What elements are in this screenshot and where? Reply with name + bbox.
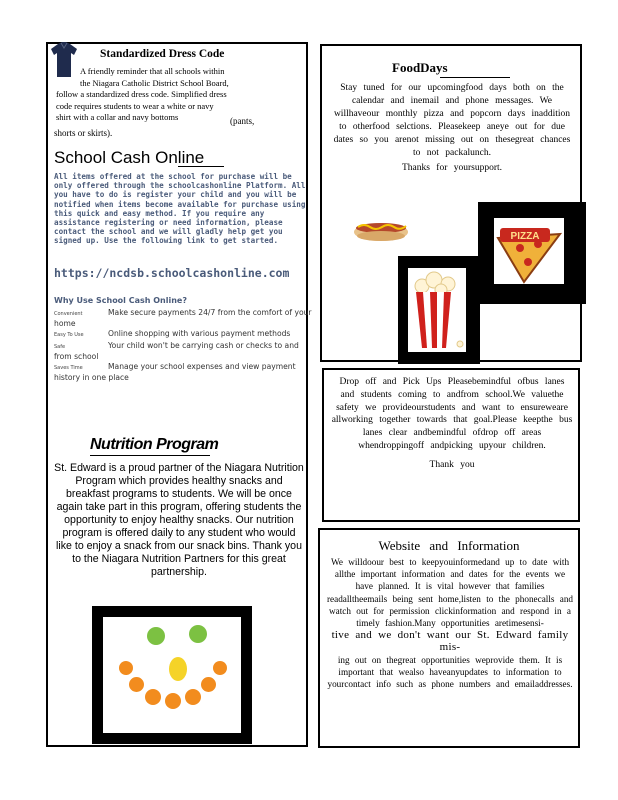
reason-item (54, 341, 316, 361)
reason-label: Easy To Use (54, 332, 84, 338)
drop-off-panel (322, 368, 580, 522)
orange-smile-icon (201, 677, 216, 692)
website-text (326, 556, 574, 690)
why-school-cash-heading: Why Use School Cash Online? (54, 296, 187, 305)
fruit-smiley-background (103, 617, 241, 733)
reason-item (54, 329, 316, 340)
dress-line-shorts: shorts or skirts). (54, 128, 113, 138)
school-cash-underline (178, 166, 224, 167)
website-body-part1: We willdoour best to keepyouinformedand up to date with allthe important information and dates for the events we have planned. It is vital however that families readalltheemails being sent home,listen to the phonecalls and watch out for permission clickinformation and respond in a timely fashion.Many opportunities aretimesensi- (326, 557, 574, 629)
reason-label: Convenient (54, 311, 83, 317)
school-cash-body: All items offered at the school for purchase will be only offered through the schoolcashonline Platform. All you have to do is register your child and you will be notified when items become available for purchase using this quick and easy method. If you require any assistance registering or need information, please contact the school and we will gladly help get you signed up. Use the following link to get started. (54, 172, 306, 246)
hotdog-icon (352, 214, 410, 244)
reasons-list (54, 308, 316, 383)
food-days-panel (320, 44, 582, 362)
pizza-sign-text: PIZZA (510, 231, 540, 242)
drop-off-text (330, 376, 574, 472)
dress-code-heading: Standardized Dress Code (100, 48, 225, 60)
orange-smile-icon (185, 689, 201, 705)
nutrition-body: St. Edward is a proud partner of the Niagara Nutrition Program which provides healthy snacks and breakfast programs to students. We will be once again take part in this program, offering students the opportunity to enjoy healthy snacks. Our nutrition program is offered daily to any student who would like to enjoy a snack from our snack bins. Thank you to the Niagara Nutrition Partners for this great partnership. (54, 462, 304, 578)
fruit-smiley-image (92, 606, 252, 744)
food-days-body (328, 82, 576, 175)
website-heading: Website and Information (378, 538, 520, 553)
food-days-heading: FoodDays (392, 60, 448, 75)
dress-line-5: shirt with a collar and navy bottoms (56, 112, 179, 122)
popcorn-image (398, 256, 480, 364)
popcorn-bucket-icon (408, 268, 466, 352)
school-cash-link[interactable]: https://ncdsb.schoolcashonline.com (54, 266, 290, 280)
nutrition-heading: Nutrition Program (90, 436, 219, 453)
lime-eye-icon (147, 627, 165, 645)
nutrition-underline (90, 455, 210, 456)
pizza-slice-icon (494, 218, 564, 284)
dress-line-pants: (pants, (230, 116, 255, 126)
food-days-thanks: Thanks for yoursupport. (401, 163, 503, 173)
reason-label: Saves Time (54, 365, 83, 371)
drop-off-body: Drop off and Pick Ups Pleasebemindful ofbus lanes and students coming to andfrom school.We valuethe safety we provideourstudents and want to ensureweare allworking together towards that goal.Please keepthe bus lanes clear andbemindful ofdrop off areas whendroppingoff andpicking upyour children. (331, 377, 573, 451)
website-body-part2: tive and we don't want our St. Edward family mis- (331, 629, 569, 654)
reason-label: Safe (54, 344, 66, 350)
left-column-panel (46, 42, 312, 747)
orange-smile-icon (119, 661, 133, 675)
lime-eye-icon (189, 625, 207, 643)
orange-smile-icon (165, 693, 181, 709)
food-days-underline (440, 77, 510, 78)
pizza-image-background (494, 218, 564, 284)
lemon-nose-icon (169, 657, 187, 681)
dress-code-text (56, 66, 306, 124)
orange-smile-icon (129, 677, 144, 692)
dress-line-4: code requires students to wear a white or navy (56, 100, 214, 111)
website-body-part3: ing out on thegreat opportunities weprovide them. It is important that wealso haveanyupdates to information to yourcontact info such as phone numbers and emailaddresses. (327, 654, 573, 690)
pizza-image (478, 202, 586, 304)
drop-off-thanks: Thank you (429, 459, 475, 470)
website-info-panel (318, 528, 580, 748)
reason-item (54, 362, 316, 382)
orange-smile-icon (145, 689, 161, 705)
popcorn-image-background (408, 268, 466, 352)
reason-text: Make secure payments 24/7 from the comfort of your home (54, 308, 312, 328)
reason-item (54, 308, 316, 328)
reason-text: Manage your school expenses and view payment history in one place (54, 362, 296, 382)
dress-line-2: the Niagara Catholic District School Board, (80, 77, 229, 88)
school-cash-heading: School Cash Online (54, 148, 205, 167)
dress-line-3: follow a standardized dress code. Simplified dress (56, 89, 227, 99)
reason-text: Online shopping with various payment methods (108, 329, 291, 338)
dress-line-1: A friendly reminder that all schools within (80, 66, 225, 76)
orange-smile-icon (213, 661, 227, 675)
reason-text: Your child won't be carrying cash or checks to and from school (54, 341, 299, 361)
food-days-text: Stay tuned for our upcomingfood days both on the calendar and inemail and phone messages. We willhaveour monthly pizza and popcorn days inaddition to otherfood selctions. Pleasekeep aneye out for due dates so you arenot missing out on thesegreat chances to not packalunch. (333, 83, 571, 158)
